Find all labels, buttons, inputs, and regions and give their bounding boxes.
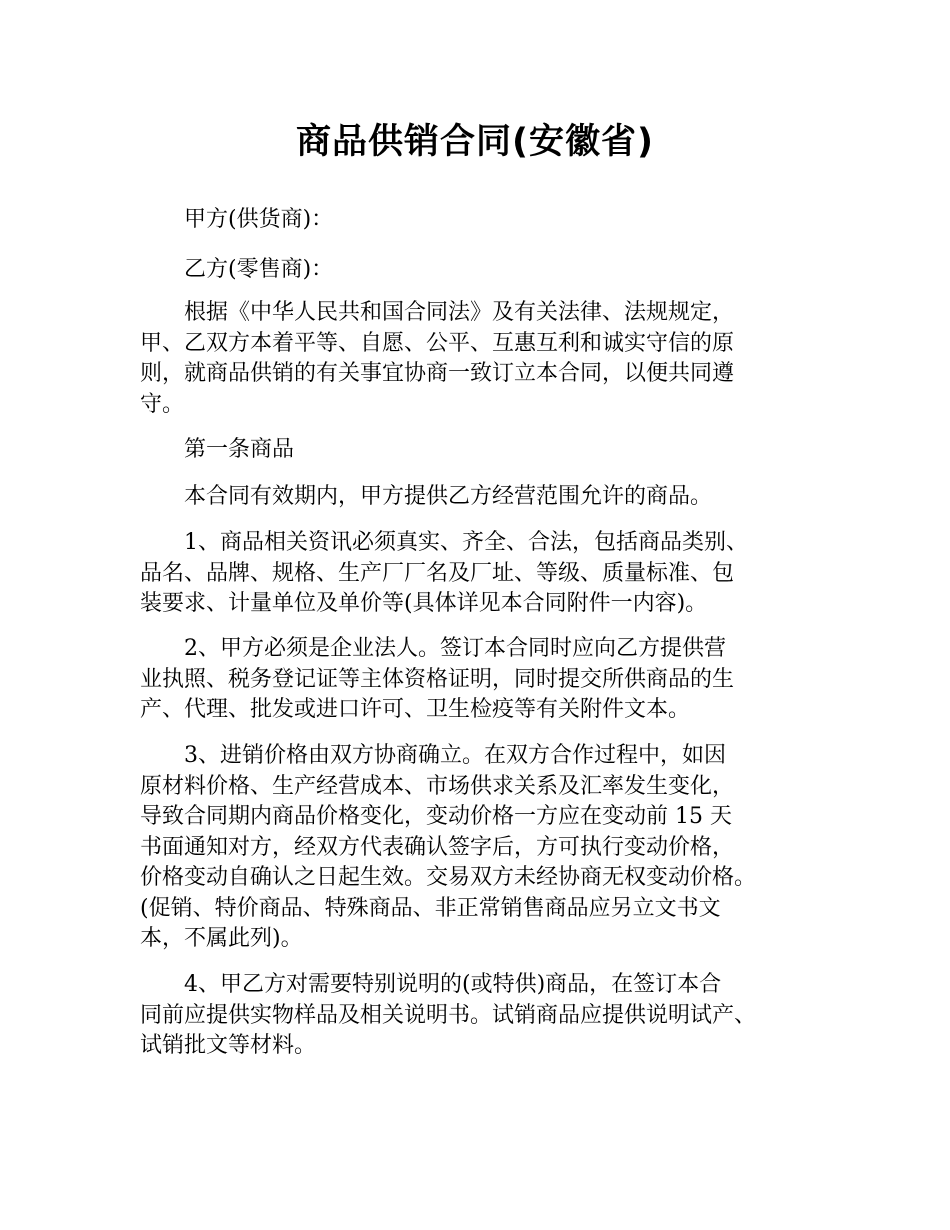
text-line: 3、进销价格由双方协商确立。在双方合作过程中，如因 <box>184 743 726 768</box>
text-line: 乙方(零售商)： <box>184 257 334 282</box>
paragraph-article-one-intro <box>140 482 830 513</box>
paragraph-party-b <box>140 255 830 286</box>
text-line: (促销、特价商品、特殊商品、非正常销售商品应另立文书文 <box>140 895 721 921</box>
text-line: 产、代理、批发或进口许可、卫生检疫等有关附件文本。 <box>140 697 691 722</box>
text-line: 1、商品相关资讯必须真实、齐全、合法，包括商品类别、 <box>184 530 748 555</box>
paragraph-preamble <box>140 298 830 420</box>
paragraph-party-a <box>140 205 830 236</box>
text-line: 同前应提供实物样品及相关说明书。试销商品应提供说明试产、 <box>140 1002 757 1028</box>
text-line: 试销批文等材料。 <box>140 1033 317 1058</box>
text-line: 业执照、税务登记证等主体资格证明，同时提交所供商品的生 <box>140 666 735 692</box>
text-line: 本合同有效期内，甲方提供乙方经营范围允许的商品。 <box>184 484 713 509</box>
paragraph-clause-2 <box>140 634 830 726</box>
paragraph-article-one-heading <box>140 435 830 466</box>
paragraph-clause-1 <box>140 528 830 620</box>
text-line: 甲方(供货商)： <box>184 207 334 232</box>
text-line: 本，不属此列)。 <box>140 926 303 951</box>
text-line: 则，就商品供销的有关事宜协商一致订立本合同，以便共同遵 <box>140 361 735 386</box>
paragraph-clause-4 <box>140 970 830 1062</box>
text-line: 品名、品牌、规格、生产厂厂名及厂址、等级、质量标准、包 <box>140 560 735 586</box>
text-line: 导致合同期内商品价格变化，变动价格一方应在变动前 15 天 <box>140 804 732 829</box>
text-line: 根据《中华人民共和国合同法》及有关法律、法规规定， <box>184 300 735 325</box>
text-line: 书面通知对方，经双方代表确认签字后，方可执行变动价格， <box>140 834 735 860</box>
text-line: 4、甲乙方对需要特别说明的(或特供)商品，在签订本合 <box>184 972 722 997</box>
text-line: 2、甲方必须是企业法人。签订本合同时应向乙方提供营 <box>184 636 726 661</box>
paragraph-clause-3 <box>140 741 830 955</box>
text-line: 价格变动自确认之日起生效。交易双方未经协商无权变动价格。 <box>140 865 757 890</box>
document-title: 商品供销合同(安徽省) <box>296 122 654 162</box>
text-line: 装要求、计量单位及单价等(具体详见本合同附件一内容)。 <box>140 591 708 616</box>
text-line: 原材料价格、生产经营成本、市场供求关系及汇率发生变化， <box>140 773 735 799</box>
text-line: 甲、乙双方本着平等、自愿、公平、互惠互利和诚实守信的原 <box>140 330 735 356</box>
text-line: 第一条商品 <box>184 437 295 462</box>
text-line: 守。 <box>140 391 185 417</box>
